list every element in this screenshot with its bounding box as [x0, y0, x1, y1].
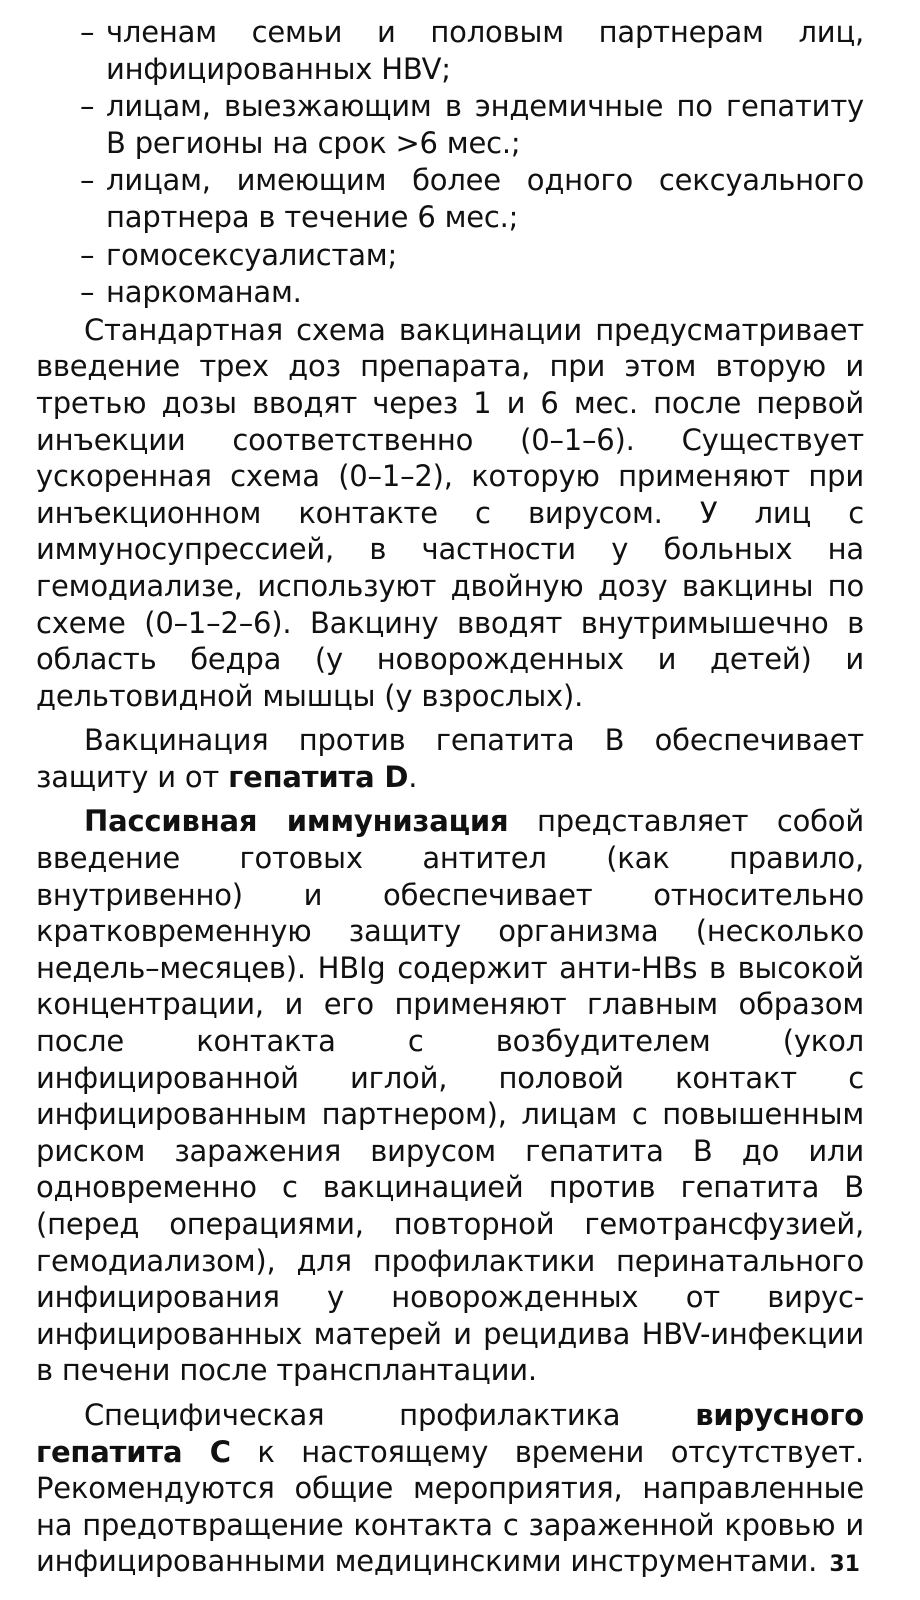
vaccination-schedule-paragraph: Стандартная схема вакцинации предусматривает введение трех доз препарата, при этом вторую и третью дозы вводят через 1 и 6 мес. после первой инъекции соответственно (0–1–6). Существует ускоренная схема (0–1–2), которую применяют при инъекционном контакте с вирусом. У лиц с иммуносупрессией, в частности у больных на гемодиализе, используют двойную дозу вакцины по схеме (0–1–2–6). Вакцину вводят внутримышечно в область бедра (у новорожденных и детей) и дельтовидной мышцы (у взрослых).	[36, 312, 864, 713]
hepatitis-c-prevention-paragraph	[36, 1397, 864, 1580]
list-item	[36, 88, 864, 161]
paragraph-text: представляет собой введение готовых антител (как правило, внутривенно) и обеспечивает относительно кратковременную защиту организма (несколько недель–месяцев). HBIg содержит анти-HBs в высокой концентрации, и его применяют главным образом после контакта с возбудителем (укол инфицированной иглой, половой контакт с инфицированным партнером), лицам с повышенным риском заражения вирусом гепатита В до или одновременно с вакцинацией против гепатита В (перед операциями, повторной гемотрансфузией, гемодиализом), для профилактики перинатального инфицирования у новорожденных от вирус-инфицированных матерей и рецидива HBV-инфекции в печени после трансплантации.	[36, 804, 865, 1388]
list-dash: –	[80, 163, 95, 198]
passive-immunization-paragraph	[36, 803, 864, 1389]
list-item	[36, 14, 864, 87]
page-number: 31	[829, 1552, 860, 1577]
list-item	[36, 162, 864, 235]
list-item	[36, 237, 864, 274]
paragraph-text: Специфическая профилактика	[84, 1397, 696, 1432]
hepatitis-d-protection-paragraph	[36, 722, 864, 795]
risk-group-list	[36, 14, 864, 311]
list-dash: –	[80, 15, 95, 49]
list-item	[36, 274, 864, 311]
list-item-text: наркоманам.	[106, 275, 302, 310]
paragraph-text: Вакцинация против гепатита В обеспечивает защиту и от	[36, 723, 864, 794]
list-item-text: членам семьи и половым партнерам лиц, инфицированных HBV;	[106, 15, 864, 86]
bold-term-passive-immunization: Пассивная иммунизация	[84, 804, 509, 839]
list-item-text: лицам, выезжающим в эндемичные по гепатиту В регионы на срок >6 мес.;	[106, 89, 864, 160]
bold-term-hepatitis-d: гепатита D	[228, 759, 409, 794]
paragraph-text: .	[408, 759, 418, 794]
bold-term-hepatitis-c: вирусного гепатита С	[36, 1397, 864, 1469]
list-dash: –	[80, 237, 95, 272]
list-dash: –	[80, 275, 95, 310]
list-item-text: лицам, имеющим более одного сексуального партнера в течение 6 мес.;	[106, 163, 864, 234]
list-item-text: гомосексуалистам;	[106, 237, 398, 272]
list-dash: –	[80, 89, 95, 124]
page-content	[36, 14, 864, 1588]
paragraph-text: к настоящему времени отсутствует. Рекомендуются общие мероприятия, направленные на предотвращение контакта с зараженной кровью и инфицированными медицинскими инструментами.	[36, 1434, 865, 1579]
